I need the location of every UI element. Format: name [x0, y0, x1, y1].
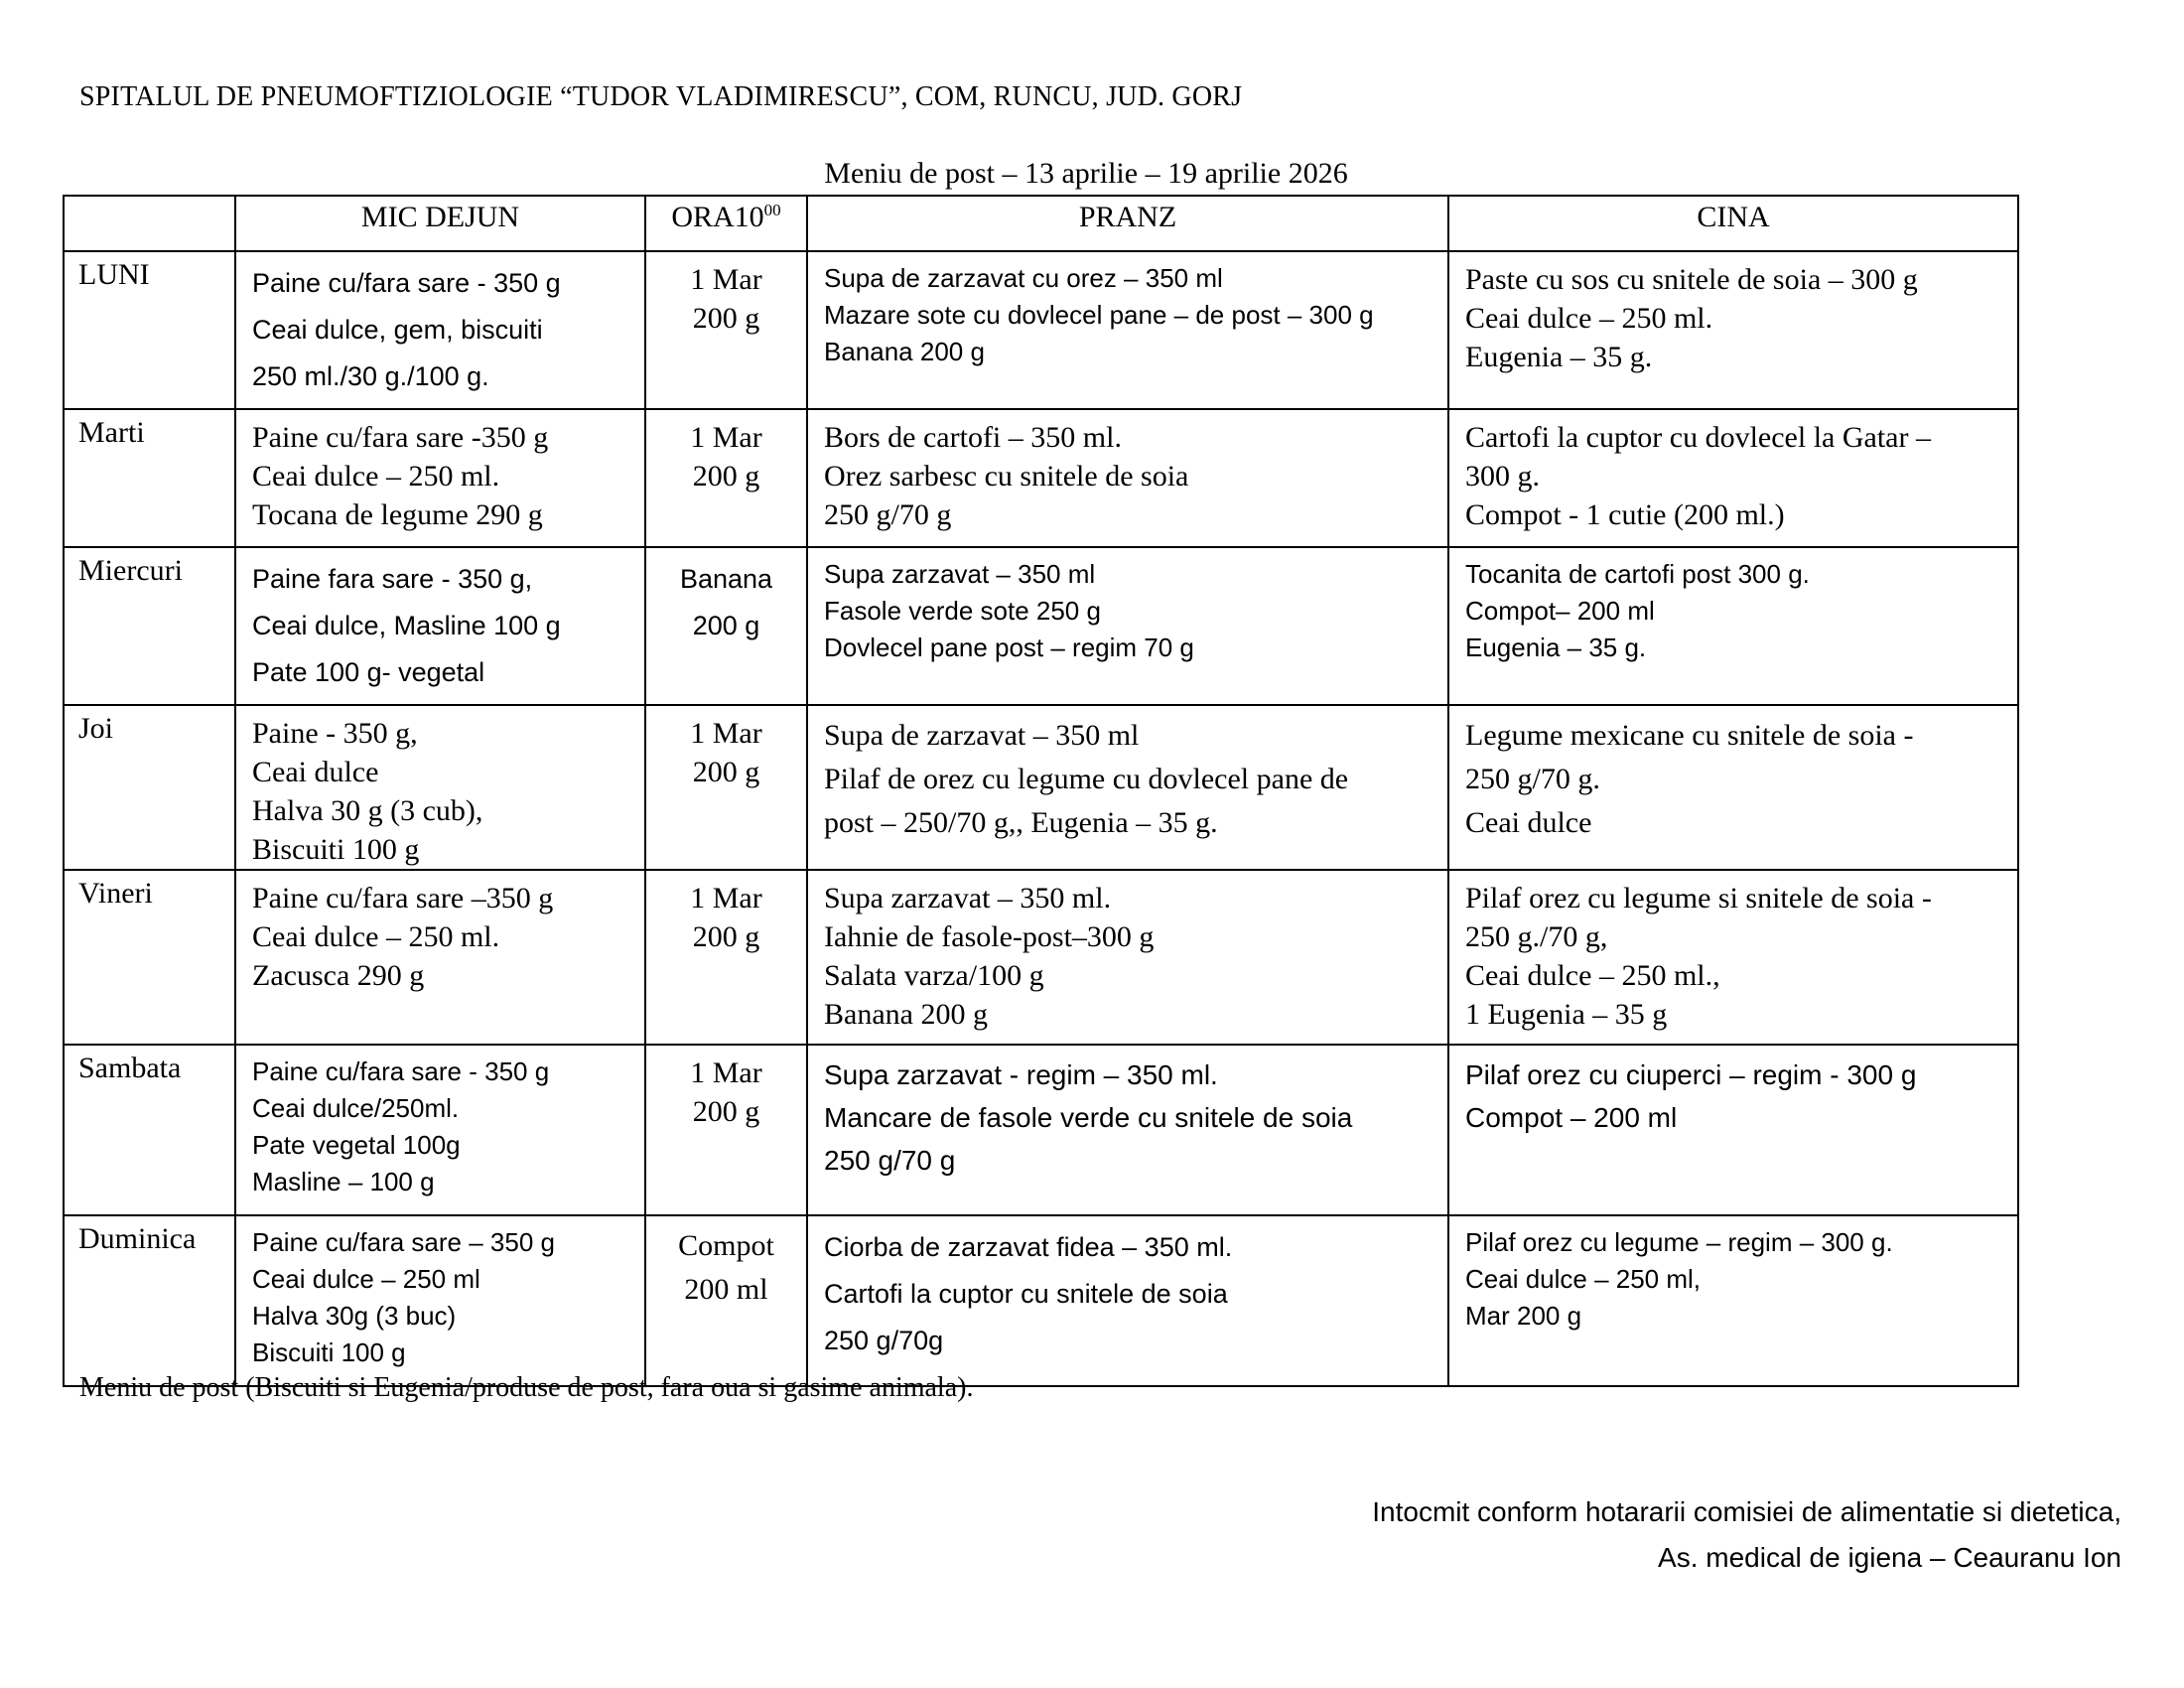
breakfast-line: Paine cu/fara sare -350 g: [252, 421, 549, 454]
breakfast-cell: [235, 547, 645, 705]
lunch-line: Supa de zarzavat – 350 ml: [824, 719, 1140, 752]
lunch-cell: [807, 251, 1448, 409]
lunch-line: 250 g/70g: [824, 1326, 944, 1355]
breakfast-line: Paine cu/fara sare –350 g: [252, 882, 554, 914]
snack-cell: [645, 1045, 807, 1215]
breakfast-line: Halva 30g (3 buc): [252, 1301, 457, 1331]
snack-line: 1 Mar: [690, 717, 762, 750]
day-cell: Sambata: [64, 1045, 235, 1215]
dinner-line: Ceai dulce – 250 ml.: [1465, 302, 1713, 335]
breakfast-line: Paine fara sare - 350 g,: [252, 564, 533, 594]
breakfast-cell: [235, 705, 645, 870]
breakfast-line: Paine cu/fara sare - 350 g: [252, 268, 561, 298]
snack-line: 1 Mar: [690, 421, 762, 454]
dinner-line: Pilaf orez cu ciuperci – regim - 300 g: [1465, 1059, 1917, 1090]
dinner-line: Ceai dulce: [1465, 806, 1592, 839]
table-row: [64, 547, 2018, 705]
dinner-line: Pilaf orez cu legume si snitele de soia -: [1465, 882, 1932, 914]
breakfast-line: 250 ml./30 g./100 g.: [252, 361, 489, 391]
dinner-cell: [1448, 870, 2018, 1045]
breakfast-line: Ceai dulce: [252, 756, 379, 788]
dinner-line: Mar 200 g: [1465, 1301, 1582, 1331]
snack-cell: [645, 547, 807, 705]
menu-table: [63, 195, 2019, 1387]
snack-line: 1 Mar: [690, 263, 762, 296]
dinner-line: Legume mexicane cu snitele de soia -: [1465, 719, 1914, 752]
breakfast-line: Halva 30 g (3 cub),: [252, 794, 483, 827]
dinner-cell: [1448, 705, 2018, 870]
lunch-line: post – 250/70 g,, Eugenia – 35 g.: [824, 806, 1218, 839]
hospital-header: SPITALUL DE PNEUMOFTIZIOLOGIE “TUDOR VLADIMIRESCU”, COM, RUNCU, JUD. GORJ: [79, 81, 1243, 112]
breakfast-cell: [235, 870, 645, 1045]
day-cell: Joi: [64, 705, 235, 870]
breakfast-cell: [235, 1215, 645, 1386]
breakfast-line: Pate 100 g- vegetal: [252, 657, 485, 687]
breakfast-line: Zacusca 290 g: [252, 959, 425, 992]
dinner-line: Compot – 200 ml: [1465, 1102, 1678, 1133]
lunch-line: Bors de cartofi – 350 ml.: [824, 421, 1122, 454]
dinner-line: 1 Eugenia – 35 g: [1465, 998, 1668, 1031]
dinner-line: Tocanita de cartofi post 300 g.: [1465, 559, 1810, 589]
dinner-cell: [1448, 409, 2018, 547]
dinner-line: Ceai dulce – 250 ml.,: [1465, 959, 1720, 992]
snack-cell: [645, 870, 807, 1045]
lunch-line: Banana 200 g: [824, 998, 988, 1031]
breakfast-line: Ceai dulce, Masline 100 g: [252, 611, 561, 640]
breakfast-cell: [235, 251, 645, 409]
breakfast-line: Pate vegetal 100g: [252, 1130, 461, 1160]
snack-cell: [645, 409, 807, 547]
breakfast-line: Ceai dulce – 250 ml.: [252, 460, 500, 492]
dinner-cell: [1448, 1045, 2018, 1215]
lunch-line: Dovlecel pane post – regim 70 g: [824, 633, 1194, 662]
signature-block: [1372, 1489, 2121, 1581]
dinner-line: 250 g./70 g,: [1465, 920, 1608, 953]
lunch-cell: [807, 1045, 1448, 1215]
breakfast-line: Biscuiti 100 g: [252, 833, 420, 866]
snack-line: Banana: [679, 564, 773, 594]
snack-line: 1 Mar: [690, 1056, 762, 1089]
lunch-line: Supa de zarzavat cu orez – 350 ml: [824, 263, 1223, 293]
menu-title: [0, 157, 2184, 191]
snack-cell: [645, 251, 807, 409]
breakfast-line: Ceai dulce – 250 ml.: [252, 920, 500, 953]
menu-body: [64, 251, 2018, 1386]
table-row: [64, 1045, 2018, 1215]
header-snack: [645, 196, 807, 251]
breakfast-line: Paine cu/fara sare - 350 g: [252, 1056, 550, 1086]
lunch-line: Mancare de fasole verde cu snitele de soia: [824, 1102, 1353, 1133]
dinner-line: Cartofi la cuptor cu dovlecel la Gatar –: [1465, 421, 1931, 454]
snack-line: 200 g: [692, 302, 760, 335]
lunch-line: Ciorba de zarzavat fidea – 350 ml.: [824, 1232, 1233, 1262]
dinner-line: 250 g/70 g.: [1465, 763, 1600, 795]
lunch-line: Fasole verde sote 250 g: [824, 596, 1101, 626]
lunch-line: Cartofi la cuptor cu snitele de soia: [824, 1279, 1228, 1309]
signature-line-2: As. medical de igiena – Ceauranu Ion: [1658, 1542, 2121, 1573]
table-header-row: [64, 196, 2018, 251]
breakfast-line: Paine - 350 g,: [252, 717, 418, 750]
breakfast-cell: [235, 409, 645, 547]
lunch-line: 250 g/70 g: [824, 1145, 956, 1176]
snack-line: 1 Mar: [690, 882, 762, 914]
day-cell: Duminica: [64, 1215, 235, 1386]
breakfast-cell: [235, 1045, 645, 1215]
header-lunch: PRANZ: [807, 196, 1448, 251]
header-snack-label: ORA10: [671, 201, 764, 233]
dinner-line: Ceai dulce – 250 ml,: [1465, 1264, 1702, 1294]
snack-cell: [645, 705, 807, 870]
lunch-cell: [807, 705, 1448, 870]
lunch-line: Banana 200 g: [824, 337, 985, 366]
header-day: [64, 196, 235, 251]
lunch-cell: [807, 409, 1448, 547]
lunch-line: 250 g/70 g: [824, 498, 952, 531]
day-cell: Miercuri: [64, 547, 235, 705]
dinner-cell: [1448, 1215, 2018, 1386]
day-cell: Marti: [64, 409, 235, 547]
snack-cell: [645, 1215, 807, 1386]
breakfast-line: Tocana de legume 290 g: [252, 498, 543, 531]
dinner-line: Eugenia – 35 g.: [1465, 341, 1653, 373]
lunch-line: Supa zarzavat – 350 ml.: [824, 882, 1112, 914]
snack-line: Compot: [678, 1229, 774, 1262]
day-cell: LUNI: [64, 251, 235, 409]
dinner-line: 300 g.: [1465, 460, 1540, 492]
snack-line: 200 g: [692, 756, 760, 788]
lunch-line: Supa zarzavat - regim – 350 ml.: [824, 1059, 1218, 1090]
snack-line: 200 g: [692, 611, 760, 640]
dinner-line: Compot - 1 cutie (200 ml.): [1465, 498, 1785, 531]
header-breakfast: MIC DEJUN: [235, 196, 645, 251]
snack-line: 200 ml: [684, 1273, 768, 1306]
lunch-line: Orez sarbesc cu snitele de soia: [824, 460, 1189, 492]
table-row: [64, 251, 2018, 409]
table-row: [64, 1215, 2018, 1386]
lunch-cell: [807, 1215, 1448, 1386]
table-row: [64, 870, 2018, 1045]
day-cell: Vineri: [64, 870, 235, 1045]
dinner-line: Pilaf orez cu legume – regim – 300 g.: [1465, 1227, 1893, 1257]
lunch-line: Iahnie de fasole-post–300 g: [824, 920, 1155, 953]
lunch-line: Mazare sote cu dovlecel pane – de post – 300 g: [824, 300, 1374, 330]
breakfast-line: Paine cu/fara sare – 350 g: [252, 1227, 555, 1257]
lunch-cell: [807, 547, 1448, 705]
breakfast-line: Ceai dulce – 250 ml: [252, 1264, 480, 1294]
table-row: [64, 409, 2018, 547]
snack-line: 200 g: [692, 460, 760, 492]
dinner-line: Eugenia – 35 g.: [1465, 633, 1647, 662]
dinner-cell: [1448, 547, 2018, 705]
dinner-cell: [1448, 251, 2018, 409]
header-dinner: CINA: [1448, 196, 2018, 251]
breakfast-line: Biscuiti 100 g: [252, 1337, 406, 1367]
breakfast-line: Ceai dulce, gem, biscuiti: [252, 315, 543, 345]
lunch-cell: [807, 870, 1448, 1045]
breakfast-line: Ceai dulce/250ml.: [252, 1093, 460, 1123]
lunch-line: Supa zarzavat – 350 ml: [824, 559, 1096, 589]
dinner-line: Compot– 200 ml: [1465, 596, 1655, 626]
breakfast-line: Masline – 100 g: [252, 1167, 435, 1196]
header-snack-superscript: 00: [763, 201, 781, 219]
lunch-line: Pilaf de orez cu legume cu dovlecel pane de: [824, 763, 1349, 795]
snack-line: 200 g: [692, 1095, 760, 1128]
menu-title-text: Meniu de post – 13 aprilie – 19 aprilie 2026: [824, 157, 1348, 190]
snack-line: 200 g: [692, 920, 760, 953]
footnote: Meniu de post (Biscuiti si Eugenia/produse de post, fara oua si gasime animala).: [79, 1372, 974, 1403]
lunch-line: Salata varza/100 g: [824, 959, 1044, 992]
signature-line-1: Intocmit conform hotararii comisiei de alimentatie si dietetica,: [1372, 1496, 2121, 1527]
dinner-line: Paste cu sos cu snitele de soia – 300 g: [1465, 263, 1918, 296]
table-row: [64, 705, 2018, 870]
